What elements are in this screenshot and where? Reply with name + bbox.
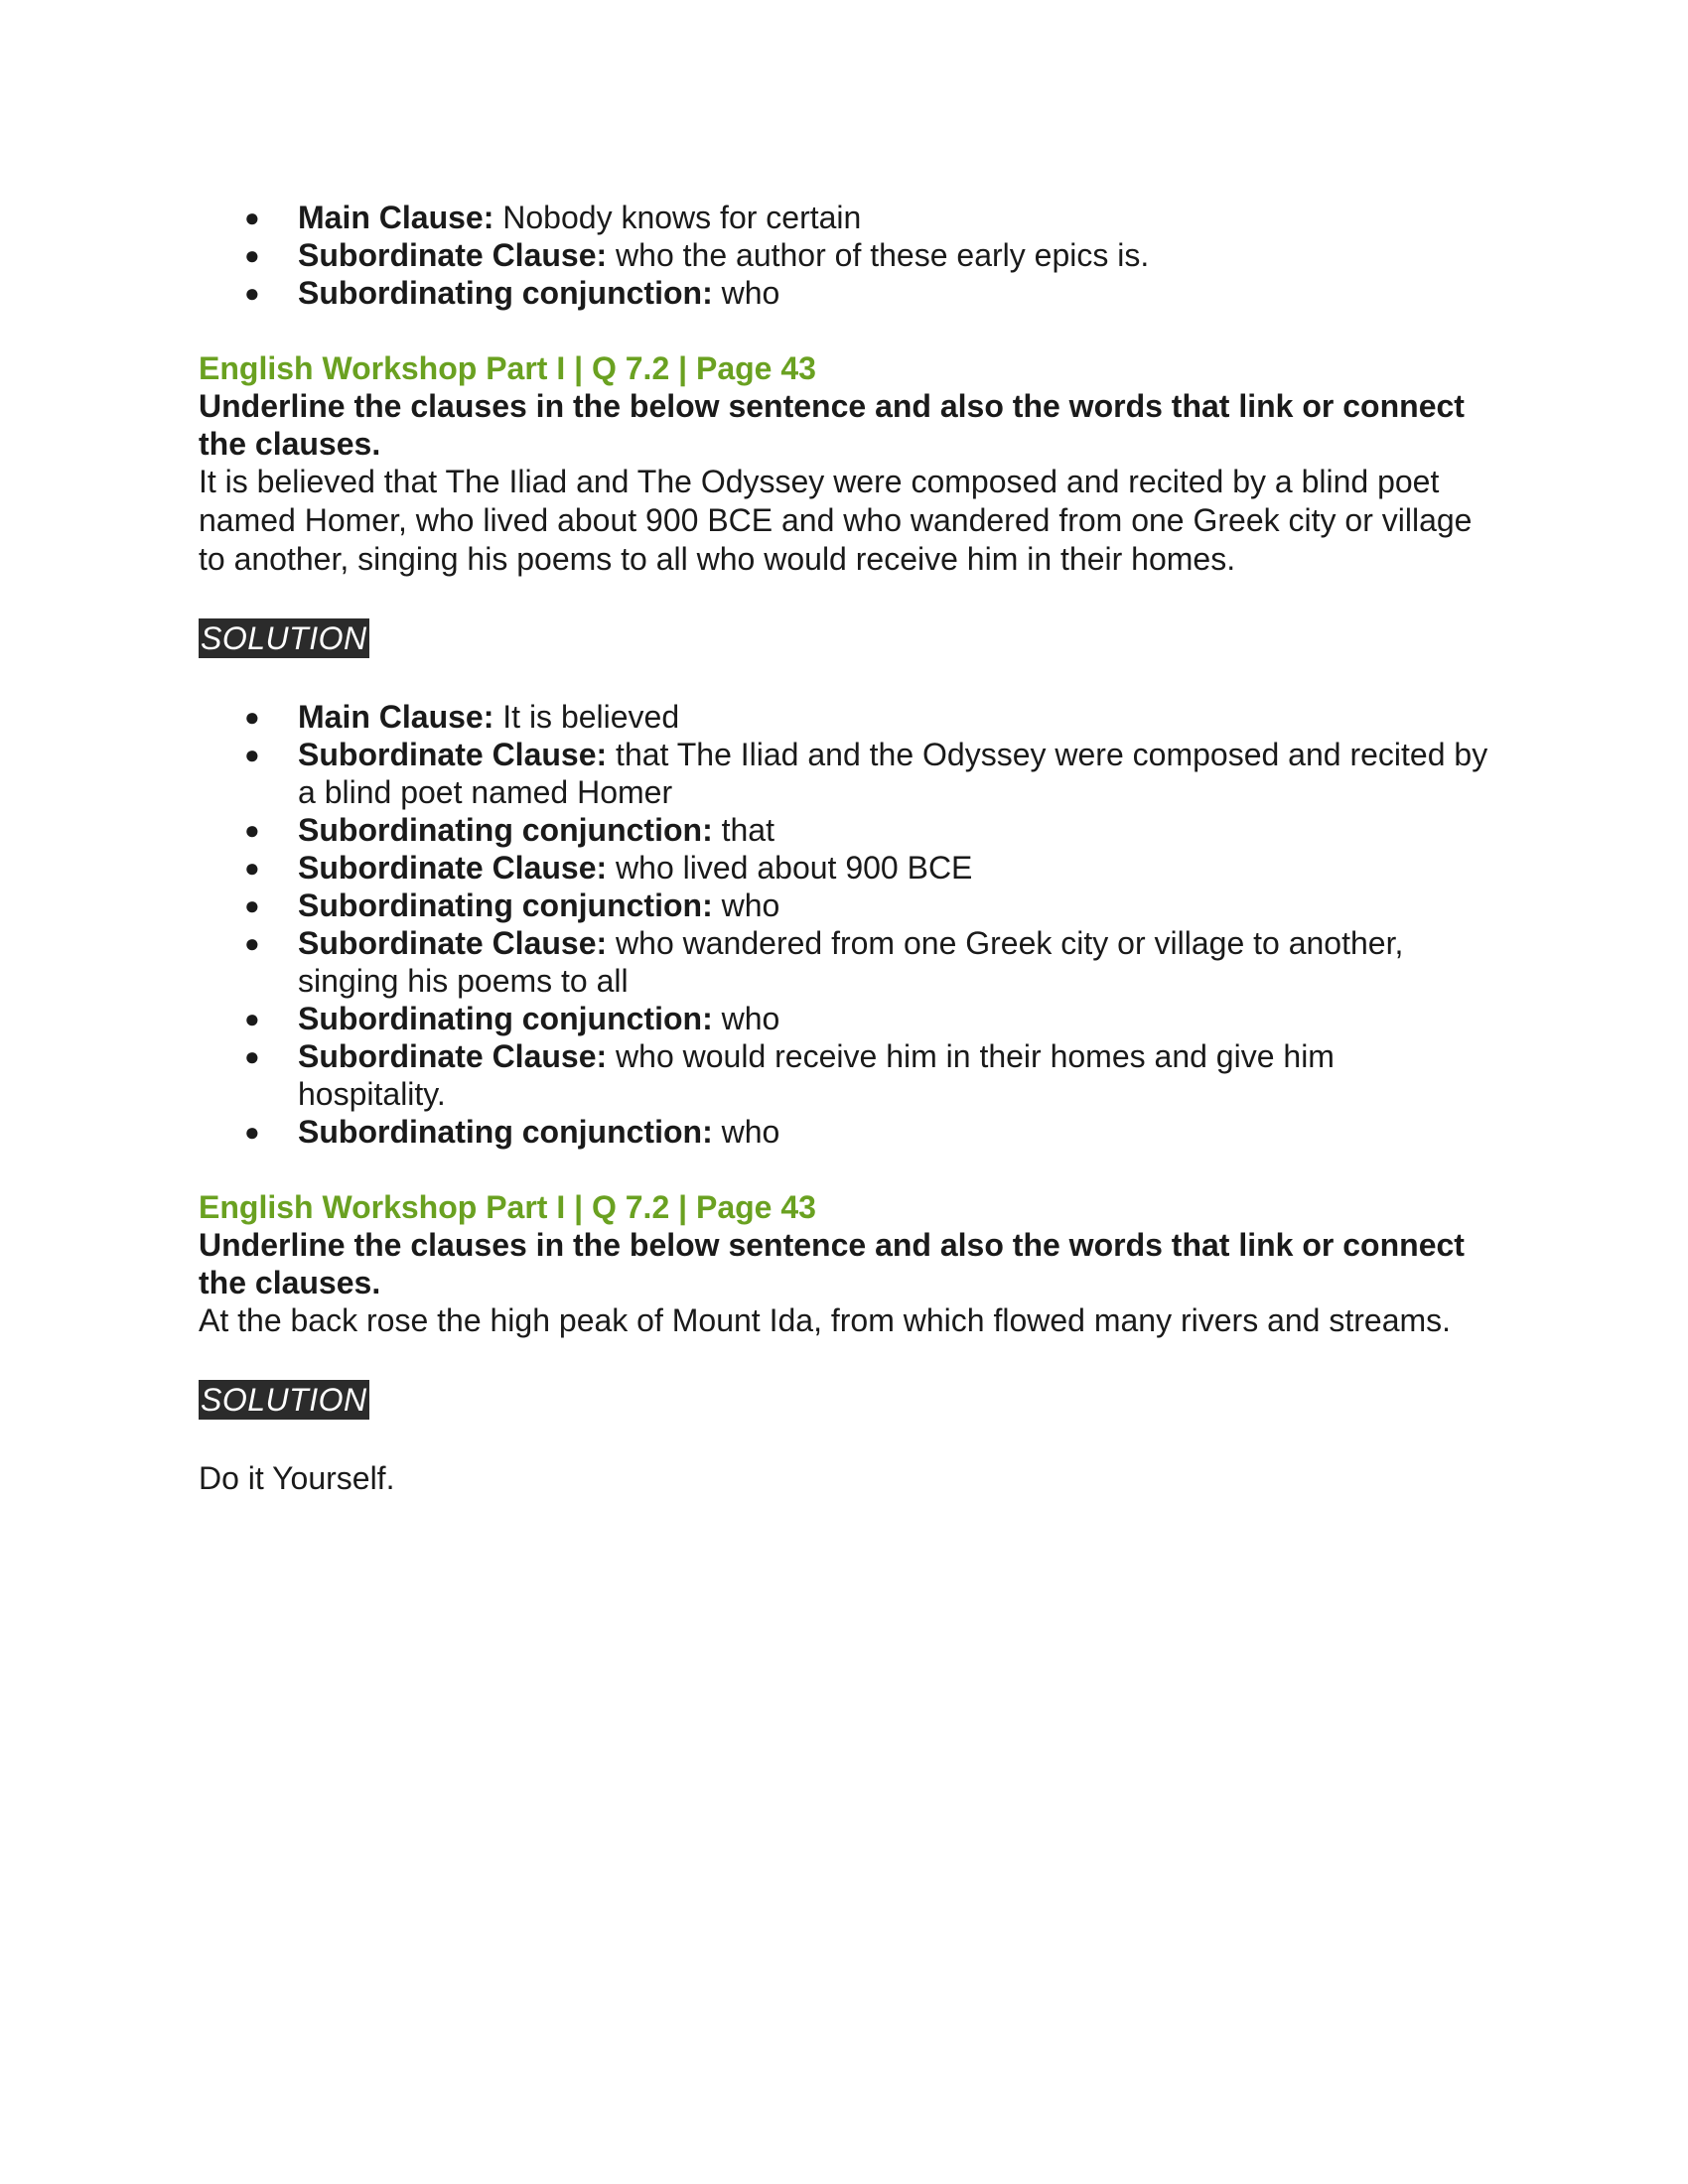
clause-list-top	[199, 199, 1489, 312]
list-item	[199, 849, 1489, 887]
clause-label: Main Clause:	[298, 200, 494, 235]
question-section-1	[199, 349, 1489, 1151]
clause-text: who	[712, 887, 780, 923]
list-item	[199, 236, 1489, 274]
clause-text: who	[712, 275, 780, 311]
clause-label: Subordinating conjunction:	[298, 275, 713, 311]
bullet-icon: ●	[244, 890, 260, 920]
clause-text: that The Iliad and the Odyssey were composed and recited by a blind poet named Homer	[298, 737, 1488, 810]
list-item	[199, 199, 1489, 236]
bullet-icon: ●	[244, 1117, 260, 1147]
bullet-icon: ●	[244, 853, 260, 883]
list-item	[199, 887, 1489, 924]
clause-label: Main Clause:	[298, 699, 494, 735]
clause-text: who wandered from one Greek city or village to another, singing his poems to all	[298, 925, 1404, 999]
clause-label: Subordinate Clause:	[298, 850, 608, 886]
clause-label: Subordinate Clause:	[298, 925, 608, 961]
list-item	[199, 736, 1489, 811]
list-item	[199, 811, 1489, 849]
solution-badge: SOLUTION	[201, 620, 367, 656]
bullet-icon: ●	[244, 203, 260, 232]
bullet-icon: ●	[244, 740, 260, 769]
question-passage: It is believed that The Iliad and The Odyssey were composed and recited by a blind poet named Homer, who lived about 900 BCE and who wandered from one Greek city or village to another, singing his poems to all who would receive him in their homes.	[199, 464, 1473, 577]
solution-answer: Do it Yourself.	[199, 1460, 395, 1496]
solution-list	[199, 698, 1489, 1151]
clause-label: Subordinating conjunction:	[298, 1114, 713, 1150]
bullet-icon: ●	[244, 815, 260, 845]
clause-text: who	[712, 1114, 780, 1150]
clause-label: Subordinate Clause:	[298, 237, 608, 273]
question-passage: At the back rose the high peak of Mount Ida, from which flowed many rivers and streams.	[199, 1302, 1452, 1338]
bullet-icon: ●	[244, 1004, 260, 1033]
list-item	[199, 1000, 1489, 1037]
clause-label: Subordinating conjunction:	[298, 812, 713, 848]
document-page	[199, 199, 1489, 1497]
bullet-icon: ●	[244, 928, 260, 958]
clause-text: Nobody knows for certain	[493, 200, 862, 235]
list-item	[199, 924, 1489, 1000]
clause-text: who	[712, 1001, 780, 1036]
clause-text: who lived about 900 BCE	[607, 850, 973, 886]
clause-text: It is believed	[493, 699, 680, 735]
clause-text: who would receive him in their homes and give him hospitality.	[298, 1038, 1335, 1112]
clause-label: Subordinate Clause:	[298, 1038, 608, 1074]
clause-label: Subordinating conjunction:	[298, 1001, 713, 1036]
question-prompt: Underline the clauses in the below sentence and also the words that link or connect the clauses.	[199, 388, 1465, 462]
bullet-icon: ●	[244, 278, 260, 308]
bullet-icon: ●	[244, 240, 260, 270]
clause-text: that	[712, 812, 774, 848]
list-item	[199, 698, 1489, 736]
list-item	[199, 1113, 1489, 1151]
bullet-icon: ●	[244, 702, 260, 732]
clause-label: Subordinate Clause:	[298, 737, 608, 772]
list-item	[199, 274, 1489, 312]
question-heading[interactable]: English Workshop Part I | Q 7.2 | Page 43	[199, 1189, 816, 1225]
clause-label: Subordinating conjunction:	[298, 887, 713, 923]
clause-text: who the author of these early epics is.	[607, 237, 1150, 273]
question-heading[interactable]: English Workshop Part I | Q 7.2 | Page 43	[199, 350, 816, 386]
solution-badge: SOLUTION	[201, 1382, 367, 1418]
bullet-icon: ●	[244, 1041, 260, 1071]
question-section-2	[199, 1188, 1489, 1497]
list-item	[199, 1037, 1489, 1113]
question-prompt: Underline the clauses in the below sentence and also the words that link or connect the clauses.	[199, 1227, 1465, 1300]
